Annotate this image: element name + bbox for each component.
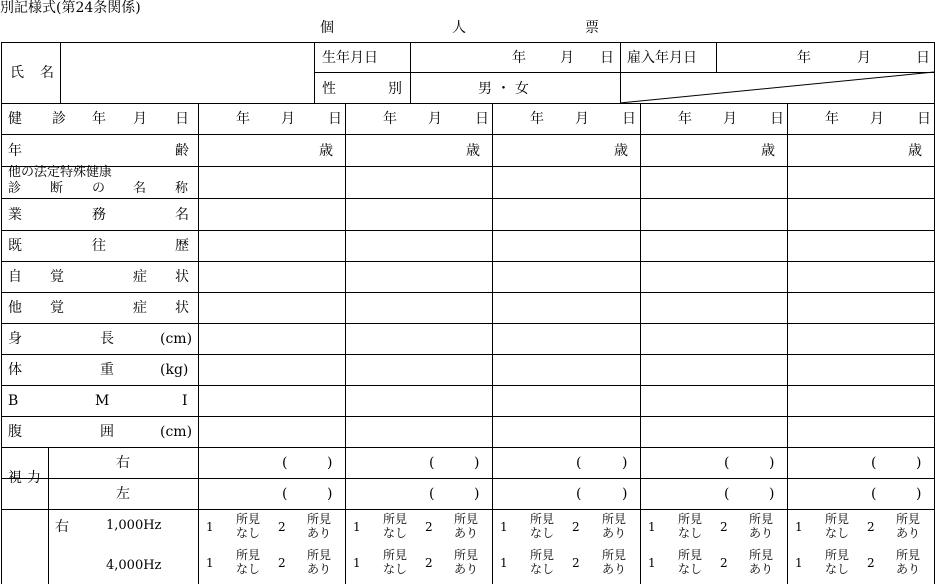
subjective-label-2: 症 (133, 269, 147, 285)
col1-hearing-opt2-b-1: あり (307, 562, 332, 576)
subjective-label-1: 覚 (50, 269, 64, 285)
objective-label-0: 他 (8, 300, 22, 316)
col3-cell-1[interactable] (493, 199, 639, 230)
hire-date-unit-0: 年 (797, 50, 811, 66)
col1-cell-1[interactable] (199, 199, 344, 230)
col3-cell-6[interactable] (493, 355, 639, 385)
col2-cell-3[interactable] (346, 262, 491, 292)
birth-date-unit-1: 月 (560, 50, 574, 66)
col5-cell-6[interactable] (788, 355, 933, 385)
col4-hearing-opt2-b-0: あり (749, 526, 774, 540)
table-row-rule (1, 134, 934, 135)
col4-hearing-opt2-b-1: あり (749, 562, 774, 576)
exam-date-label-1: 診 (52, 111, 66, 127)
height-label-1: 長 (100, 331, 114, 347)
col4-hearing-opt2-num-1: 2 (720, 556, 728, 570)
history-label-0: 既 (8, 238, 22, 254)
col3-hearing-opt1-num-0: 1 (500, 520, 508, 534)
col4-cell-2[interactable] (641, 231, 786, 261)
col4-age-unit: 歳 (761, 143, 775, 159)
col2-hearing-opt1-num-1: 1 (353, 556, 361, 570)
job-label-2: 名 (175, 207, 189, 223)
exam-date-label-4: 日 (175, 111, 189, 127)
weight-label-2: (kg) (160, 362, 189, 378)
col1-cell-2[interactable] (199, 231, 344, 261)
hearing-1000-label: 1,000Hz (106, 518, 162, 533)
hearing-right-label: 右 (55, 519, 69, 535)
col3-hearing-opt1-a-0: 所見 (530, 512, 555, 526)
col2-cell-8[interactable] (346, 417, 491, 447)
col4-cell-7[interactable] (641, 386, 786, 416)
age-label-1: 齢 (175, 143, 189, 159)
col4-cell-0[interactable] (641, 167, 786, 198)
col2-cell-0[interactable] (346, 167, 491, 198)
col2-hearing-opt1-a-0: 所見 (383, 512, 408, 526)
col3-hearing-opt1-b-0: なし (530, 526, 555, 540)
col5-cell-2[interactable] (788, 231, 933, 261)
col1-cell-0[interactable] (199, 167, 344, 198)
vision-left-label: 左 (116, 486, 130, 502)
special-exam-label-2-1: 断 (50, 181, 64, 196)
col5-cell-4[interactable] (788, 293, 933, 323)
col2-cell-1[interactable] (346, 199, 491, 230)
col1-cell-6[interactable] (199, 355, 344, 385)
col1-hearing-opt2-b-0: あり (307, 526, 332, 540)
col4-hearing-opt2-a-1: 所見 (749, 548, 774, 562)
hire-date-unit-2: 日 (916, 50, 930, 66)
col2-hearing-opt2-a-0: 所見 (454, 512, 479, 526)
col2-vision-paren-close-1: ) (474, 486, 480, 502)
hire-date-unit-1: 月 (857, 50, 871, 66)
col5-hearing-opt1-a-1: 所見 (825, 548, 850, 562)
col2-hearing-opt2-b-0: あり (454, 526, 479, 540)
col1-cell-3[interactable] (199, 262, 344, 292)
waist-label-2: (cm) (160, 424, 193, 440)
special-exam-label-2-4: 称 (175, 181, 189, 196)
col2-exam-date-0: 年 (383, 111, 397, 127)
col1-cell-8[interactable] (199, 417, 344, 447)
col3-cell-5[interactable] (493, 324, 639, 354)
col4-cell-4[interactable] (641, 293, 786, 323)
birth-date-unit-2: 日 (600, 50, 614, 66)
objective-label-2: 症 (133, 300, 147, 316)
col2-hearing-opt1-b-0: なし (383, 526, 408, 540)
col2-exam-date-2: 日 (475, 111, 489, 127)
history-label-1: 往 (92, 238, 106, 254)
col3-hearing-opt2-num-1: 2 (572, 556, 580, 570)
col4-hearing-opt1-num-1: 1 (648, 556, 656, 570)
col3-hearing-opt2-a-0: 所見 (602, 512, 627, 526)
col4-cell-8[interactable] (641, 417, 786, 447)
col1-hearing-opt1-a-0: 所見 (236, 512, 261, 526)
objective-label-1: 覚 (50, 300, 64, 316)
table-row-rule (1, 509, 934, 510)
col5-hearing-opt1-b-0: なし (825, 526, 850, 540)
name-label-1: 名 (40, 65, 54, 81)
col5-hearing-opt1-b-1: なし (825, 562, 850, 576)
col5-cell-3[interactable] (788, 262, 933, 292)
col4-cell-1[interactable] (641, 199, 786, 230)
age-label-0: 年 (8, 143, 22, 159)
bmi-label-2: I (182, 393, 188, 409)
col3-cell-2[interactable] (493, 231, 639, 261)
col2-cell-7[interactable] (346, 386, 491, 416)
col4-exam-date-2: 日 (770, 111, 784, 127)
col1-vision-paren-open-0: ( (282, 455, 288, 471)
col4-vision-paren-open-1: ( (724, 486, 730, 502)
col5-hearing-opt2-num-0: 2 (867, 520, 875, 534)
col3-exam-date-1: 月 (575, 111, 589, 127)
subjective-label-0: 自 (8, 269, 22, 285)
table-subcol-rule (48, 447, 49, 584)
exam-date-label-2: 年 (92, 111, 106, 127)
birth-date-label: 生年月日 (322, 50, 378, 66)
col4-cell-3[interactable] (641, 262, 786, 292)
table-row-rule (1, 447, 934, 448)
col2-exam-date-1: 月 (428, 111, 442, 127)
col3-age-unit: 歳 (614, 143, 628, 159)
col5-hearing-opt2-a-0: 所見 (896, 512, 921, 526)
col1-hearing-opt1-b-0: なし (236, 526, 261, 540)
col2-hearing-opt2-num-1: 2 (425, 556, 433, 570)
col5-cell-8[interactable] (788, 417, 933, 447)
col5-exam-date-0: 年 (825, 111, 839, 127)
waist-label-0: 腹 (8, 424, 22, 440)
height-label-2: (cm) (160, 331, 193, 347)
col2-age-unit: 歳 (466, 143, 480, 159)
col3-cell-0[interactable] (493, 167, 639, 198)
form-title-char-0: 個 (320, 20, 334, 36)
col4-hearing-opt2-a-0: 所見 (749, 512, 774, 526)
col2-hearing-opt1-a-1: 所見 (383, 548, 408, 562)
bmi-label-0: B (8, 393, 19, 409)
col3-cell-4[interactable] (493, 293, 639, 323)
col4-hearing-opt2-num-0: 2 (720, 520, 728, 534)
col2-vision-paren-open-0: ( (429, 455, 435, 471)
col1-vision-paren-open-1: ( (282, 486, 288, 502)
col4-hearing-opt1-a-0: 所見 (678, 512, 703, 526)
waist-label-1: 囲 (100, 424, 114, 440)
col3-hearing-opt2-b-1: あり (602, 562, 627, 576)
history-label-2: 歴 (175, 238, 189, 254)
col3-hearing-opt2-num-0: 2 (572, 520, 580, 534)
weight-label-1: 重 (100, 362, 114, 378)
col2-cell-4[interactable] (346, 293, 491, 323)
vision-right-label: 右 (116, 455, 130, 471)
subjective-label-3: 状 (175, 269, 189, 285)
col5-exam-date-1: 月 (870, 111, 884, 127)
col5-vision-paren-open-0: ( (871, 455, 877, 471)
exam-date-label-3: 月 (133, 111, 147, 127)
hearing-4000-label: 4,000Hz (106, 558, 162, 573)
col4-vision-paren-open-0: ( (724, 455, 730, 471)
col1-age-unit: 歳 (319, 143, 333, 159)
col3-hearing-opt1-num-1: 1 (500, 556, 508, 570)
col2-hearing-opt2-a-1: 所見 (454, 548, 479, 562)
col5-cell-7[interactable] (788, 386, 933, 416)
col3-hearing-opt1-a-1: 所見 (530, 548, 555, 562)
form-title-char-1: 人 (452, 20, 466, 36)
birth-date-unit-0: 年 (512, 50, 526, 66)
col1-hearing-opt2-num-0: 2 (278, 520, 286, 534)
weight-label-0: 体 (8, 362, 22, 378)
col3-cell-7[interactable] (493, 386, 639, 416)
col5-hearing-opt1-num-0: 1 (795, 520, 803, 534)
col3-vision-paren-close-0: ) (622, 455, 628, 471)
special-exam-label-2-0: 診 (8, 181, 22, 196)
col1-exam-date-1: 月 (281, 111, 295, 127)
form-reference: 別記様式(第24条関係) (0, 0, 141, 16)
col4-vision-paren-close-0: ) (769, 455, 775, 471)
special-exam-label-2-3: 名 (133, 181, 147, 196)
col4-exam-date-0: 年 (678, 111, 692, 127)
col2-vision-paren-close-0: ) (474, 455, 480, 471)
col5-hearing-opt1-a-0: 所見 (825, 512, 850, 526)
col2-cell-5[interactable] (346, 324, 491, 354)
form-title-char-2: 票 (585, 20, 599, 36)
col5-hearing-opt2-num-1: 2 (867, 556, 875, 570)
col3-vision-paren-open-1: ( (576, 486, 582, 502)
col2-cell-6[interactable] (346, 355, 491, 385)
vision-label-1: 力 (27, 470, 41, 486)
col4-exam-date-1: 月 (723, 111, 737, 127)
sex-label-0: 性 (322, 81, 336, 97)
col3-cell-8[interactable] (493, 417, 639, 447)
col4-vision-paren-close-1: ) (769, 486, 775, 502)
col5-hearing-opt2-b-1: あり (896, 562, 921, 576)
col2-cell-2[interactable] (346, 231, 491, 261)
col4-hearing-opt1-num-0: 1 (648, 520, 656, 534)
col1-cell-5[interactable] (199, 324, 344, 354)
job-label-1: 務 (92, 207, 106, 223)
col3-exam-date-2: 日 (622, 111, 636, 127)
col2-hearing-opt1-num-0: 1 (353, 520, 361, 534)
special-exam-label: 他の法定特殊健康 (8, 165, 113, 180)
sex-label-1: 別 (388, 81, 402, 97)
col1-hearing-opt2-a-0: 所見 (307, 512, 332, 526)
col2-vision-paren-open-1: ( (429, 486, 435, 502)
col1-hearing-opt1-num-1: 1 (206, 556, 214, 570)
col1-exam-date-0: 年 (236, 111, 250, 127)
col4-hearing-opt1-b-1: なし (678, 562, 703, 576)
name-label-0: 氏 (10, 65, 24, 81)
name-field[interactable] (61, 43, 313, 102)
vision-label-0: 視 (8, 470, 22, 486)
sex-value: 男 ・ 女 (478, 81, 529, 97)
special-exam-label-2-2: の (92, 181, 106, 196)
col1-hearing-opt1-num-0: 1 (206, 520, 214, 534)
col2-hearing-opt2-num-0: 2 (425, 520, 433, 534)
col5-exam-date-2: 日 (917, 111, 931, 127)
col1-cell-4[interactable] (199, 293, 344, 323)
table-row-rule (1, 478, 934, 479)
col3-hearing-opt1-b-1: なし (530, 562, 555, 576)
col3-hearing-opt2-a-1: 所見 (602, 548, 627, 562)
col3-exam-date-0: 年 (530, 111, 544, 127)
col5-hearing-opt2-a-1: 所見 (896, 548, 921, 562)
col5-age-unit: 歳 (908, 143, 922, 159)
col1-cell-7[interactable] (199, 386, 344, 416)
col1-vision-paren-close-1: ) (327, 486, 333, 502)
col1-hearing-opt1-b-1: なし (236, 562, 261, 576)
col3-vision-paren-open-0: ( (576, 455, 582, 471)
exam-date-label-0: 健 (8, 111, 22, 127)
col4-hearing-opt1-a-1: 所見 (678, 548, 703, 562)
col4-cell-6[interactable] (641, 355, 786, 385)
col5-hearing-opt1-num-1: 1 (795, 556, 803, 570)
col1-hearing-opt2-num-1: 2 (278, 556, 286, 570)
bmi-label-1: M (95, 393, 110, 409)
col2-hearing-opt2-b-1: あり (454, 562, 479, 576)
col5-vision-paren-open-1: ( (871, 486, 877, 502)
job-label-0: 業 (8, 207, 22, 223)
col3-vision-paren-close-1: ) (622, 486, 628, 502)
col5-vision-paren-close-1: ) (916, 486, 922, 502)
col2-hearing-opt1-b-1: なし (383, 562, 408, 576)
col3-cell-3[interactable] (493, 262, 639, 292)
col5-cell-5[interactable] (788, 324, 933, 354)
col3-hearing-opt2-b-0: あり (602, 526, 627, 540)
col5-vision-paren-close-0: ) (916, 455, 922, 471)
col5-cell-0[interactable] (788, 167, 933, 198)
col4-cell-5[interactable] (641, 324, 786, 354)
col5-cell-1[interactable] (788, 199, 933, 230)
col1-hearing-opt1-a-1: 所見 (236, 548, 261, 562)
col1-vision-paren-close-0: ) (327, 455, 333, 471)
height-label-0: 身 (8, 331, 22, 347)
col1-exam-date-2: 日 (328, 111, 342, 127)
col4-hearing-opt1-b-0: なし (678, 526, 703, 540)
hire-date-label: 雇入年月日 (627, 50, 697, 66)
col5-hearing-opt2-b-0: あり (896, 526, 921, 540)
col1-hearing-opt2-a-1: 所見 (307, 548, 332, 562)
objective-label-3: 状 (175, 300, 189, 316)
